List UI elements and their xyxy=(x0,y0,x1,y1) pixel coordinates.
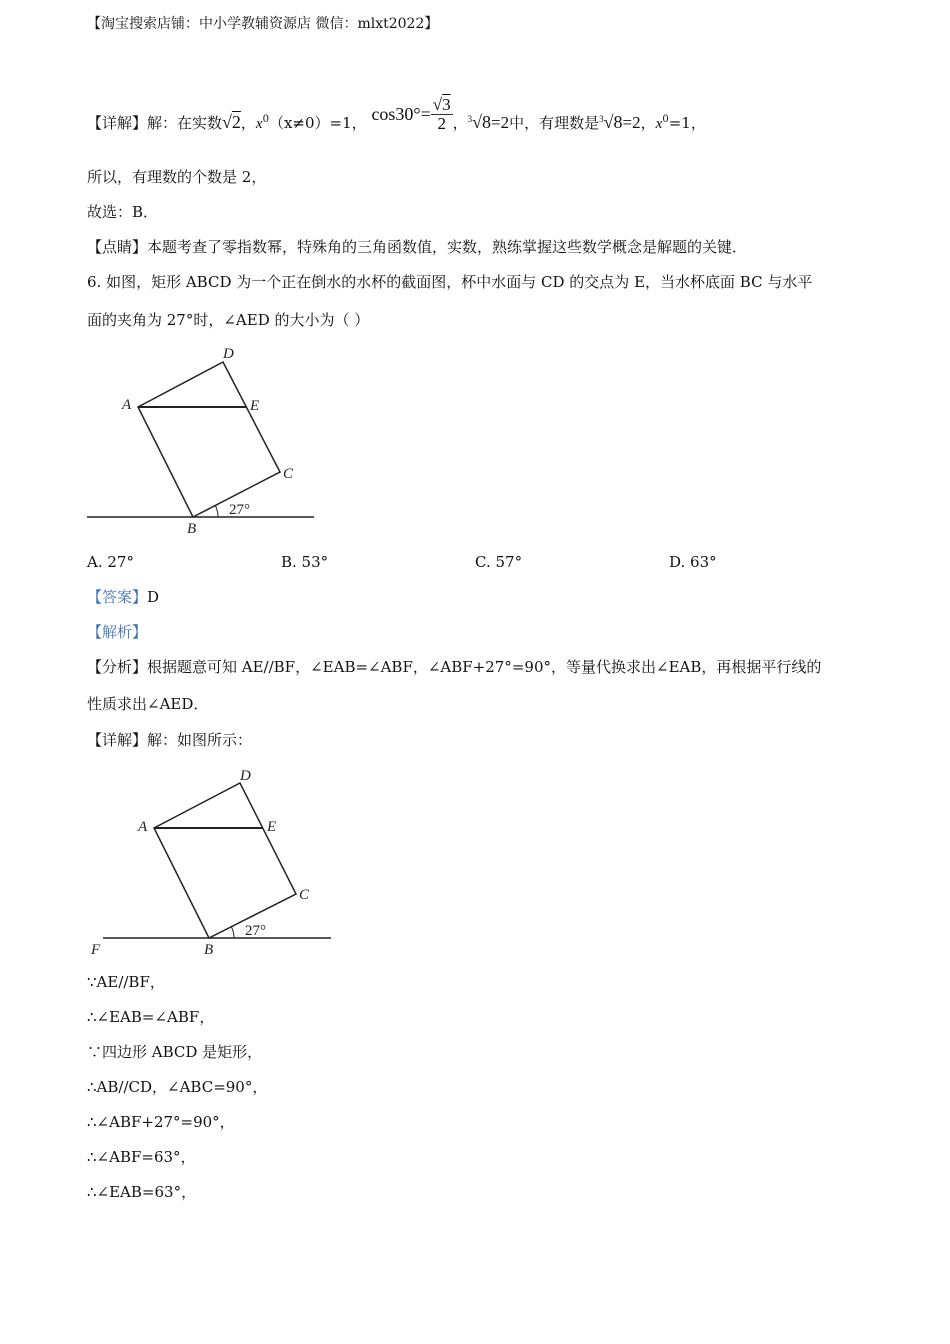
x-zero-base: x xyxy=(255,116,263,132)
fig2-label-c: C xyxy=(299,887,310,903)
fraction: $\frac{√3}{2}$ xyxy=(432,94,451,133)
cube-val-2: 8 xyxy=(613,112,623,132)
fig2-label-b: B xyxy=(204,942,214,958)
answer-tag: 【答案】 xyxy=(87,588,148,606)
cube-index-1: 3 xyxy=(467,114,473,124)
step-1: ∵AE//BF， xyxy=(87,973,165,991)
option-d: D. 63° xyxy=(669,553,717,571)
fig1-label-c: C xyxy=(283,466,294,482)
detail-mid: 中，有理数是 xyxy=(509,114,600,132)
fig2-label-f: F xyxy=(91,942,101,958)
tail-val: =1， xyxy=(668,114,706,132)
fig2-angle-arc xyxy=(231,926,234,938)
answer-line xyxy=(87,587,159,607)
cos30: cos30° xyxy=(371,104,421,124)
fig2-angle-label: 27° xyxy=(245,923,266,939)
analysis-line-1: 【分析】根据题意可知 AE//BF，∠EAB=∠ABF，∠ABF+27°=90°，等量代换求出∠EAB，再根据平行线的 xyxy=(87,658,822,676)
fig1-rectangle xyxy=(138,362,280,517)
fig2-label-e: E xyxy=(267,819,277,835)
x-zero-cond: （x≠0）=1， xyxy=(268,114,367,132)
figure-2 xyxy=(85,760,345,960)
fig1-label-b: B xyxy=(187,521,197,537)
x-zero-exp: 0 xyxy=(262,114,269,125)
fig1-label-e: E xyxy=(250,398,260,414)
sqrt-2: √2 xyxy=(222,112,241,132)
detail-prefix: 【详解】解：在实数 xyxy=(87,114,223,132)
para-choice: 故选：B． xyxy=(87,203,159,221)
option-c: C. 57° xyxy=(475,553,523,571)
detail-line-1: 【详解】解：在实数√2，$x^0(x\ne 0)=1$， cos30°= $\frac{√3}{2}$ ，$^3$√8=2中，有理数是$^3$√8=2，$x^0=1$， xyxy=(87,94,706,133)
fig2-label-a: A xyxy=(138,819,148,835)
fig1-angle-label: 27° xyxy=(229,502,250,518)
step-6: ∴∠ABF=63°， xyxy=(87,1148,196,1166)
step-7: ∴∠EAB=63°， xyxy=(87,1183,197,1201)
fig1-angle-arc xyxy=(215,505,218,517)
frac-num: 3 xyxy=(442,94,451,114)
tail-x: x xyxy=(655,116,663,132)
fig2-rectangle xyxy=(154,783,296,938)
fig2-label-d: D xyxy=(240,768,251,784)
question-6-line-2: 面的夹角为 27°时，∠AED 的大小为（ ） xyxy=(87,311,370,329)
figure-1 xyxy=(85,340,325,540)
step-4: ∴AB//CD，∠ABC=90°， xyxy=(87,1078,268,1096)
para-point: 【点睛】本题考查了零指数幂，特殊角的三角函数值，实数，熟练掌握这些数学概念是解题的关键． xyxy=(87,238,748,256)
para-count: 所以，有理数的个数是 2， xyxy=(87,168,267,186)
frac-den: 2 xyxy=(437,113,446,133)
fig1-label-d: D xyxy=(223,346,234,362)
analysis-tag: 【解析】 xyxy=(87,623,148,641)
option-b: B. 53° xyxy=(281,553,329,571)
cube-index-2: 3 xyxy=(599,114,604,124)
step-2: ∴∠EAB=∠ABF， xyxy=(87,1008,215,1026)
tail-exp: 0 xyxy=(662,114,669,125)
step-3: ∵四边形 ABCD 是矩形， xyxy=(87,1043,263,1061)
step-5: ∴∠ABF+27°=90°， xyxy=(87,1113,235,1131)
cube-eq-1: =2 xyxy=(491,113,510,132)
option-a: A. 27° xyxy=(87,553,134,571)
question-6-line-1: 6. 如图，矩形 ABCD 为一个正在倒水的水杯的截面图，杯中水面与 CD 的交点为 E，当水杯底面 BC 与水平 xyxy=(87,273,813,291)
analysis-line-2: 性质求出∠AED． xyxy=(87,695,209,713)
page-header: 【淘宝搜索店铺：中小学教辅资源店 微信：mlxt2022】 xyxy=(87,16,439,32)
cube-val-1: 8 xyxy=(482,112,492,132)
detail-2: 【详解】解：如图所示： xyxy=(87,731,253,749)
answer-value: D xyxy=(147,588,160,606)
sqrt-2-radicand: 2 xyxy=(231,112,241,132)
cube-eq-2: =2 xyxy=(622,113,641,132)
fig1-label-a: A xyxy=(122,397,132,413)
